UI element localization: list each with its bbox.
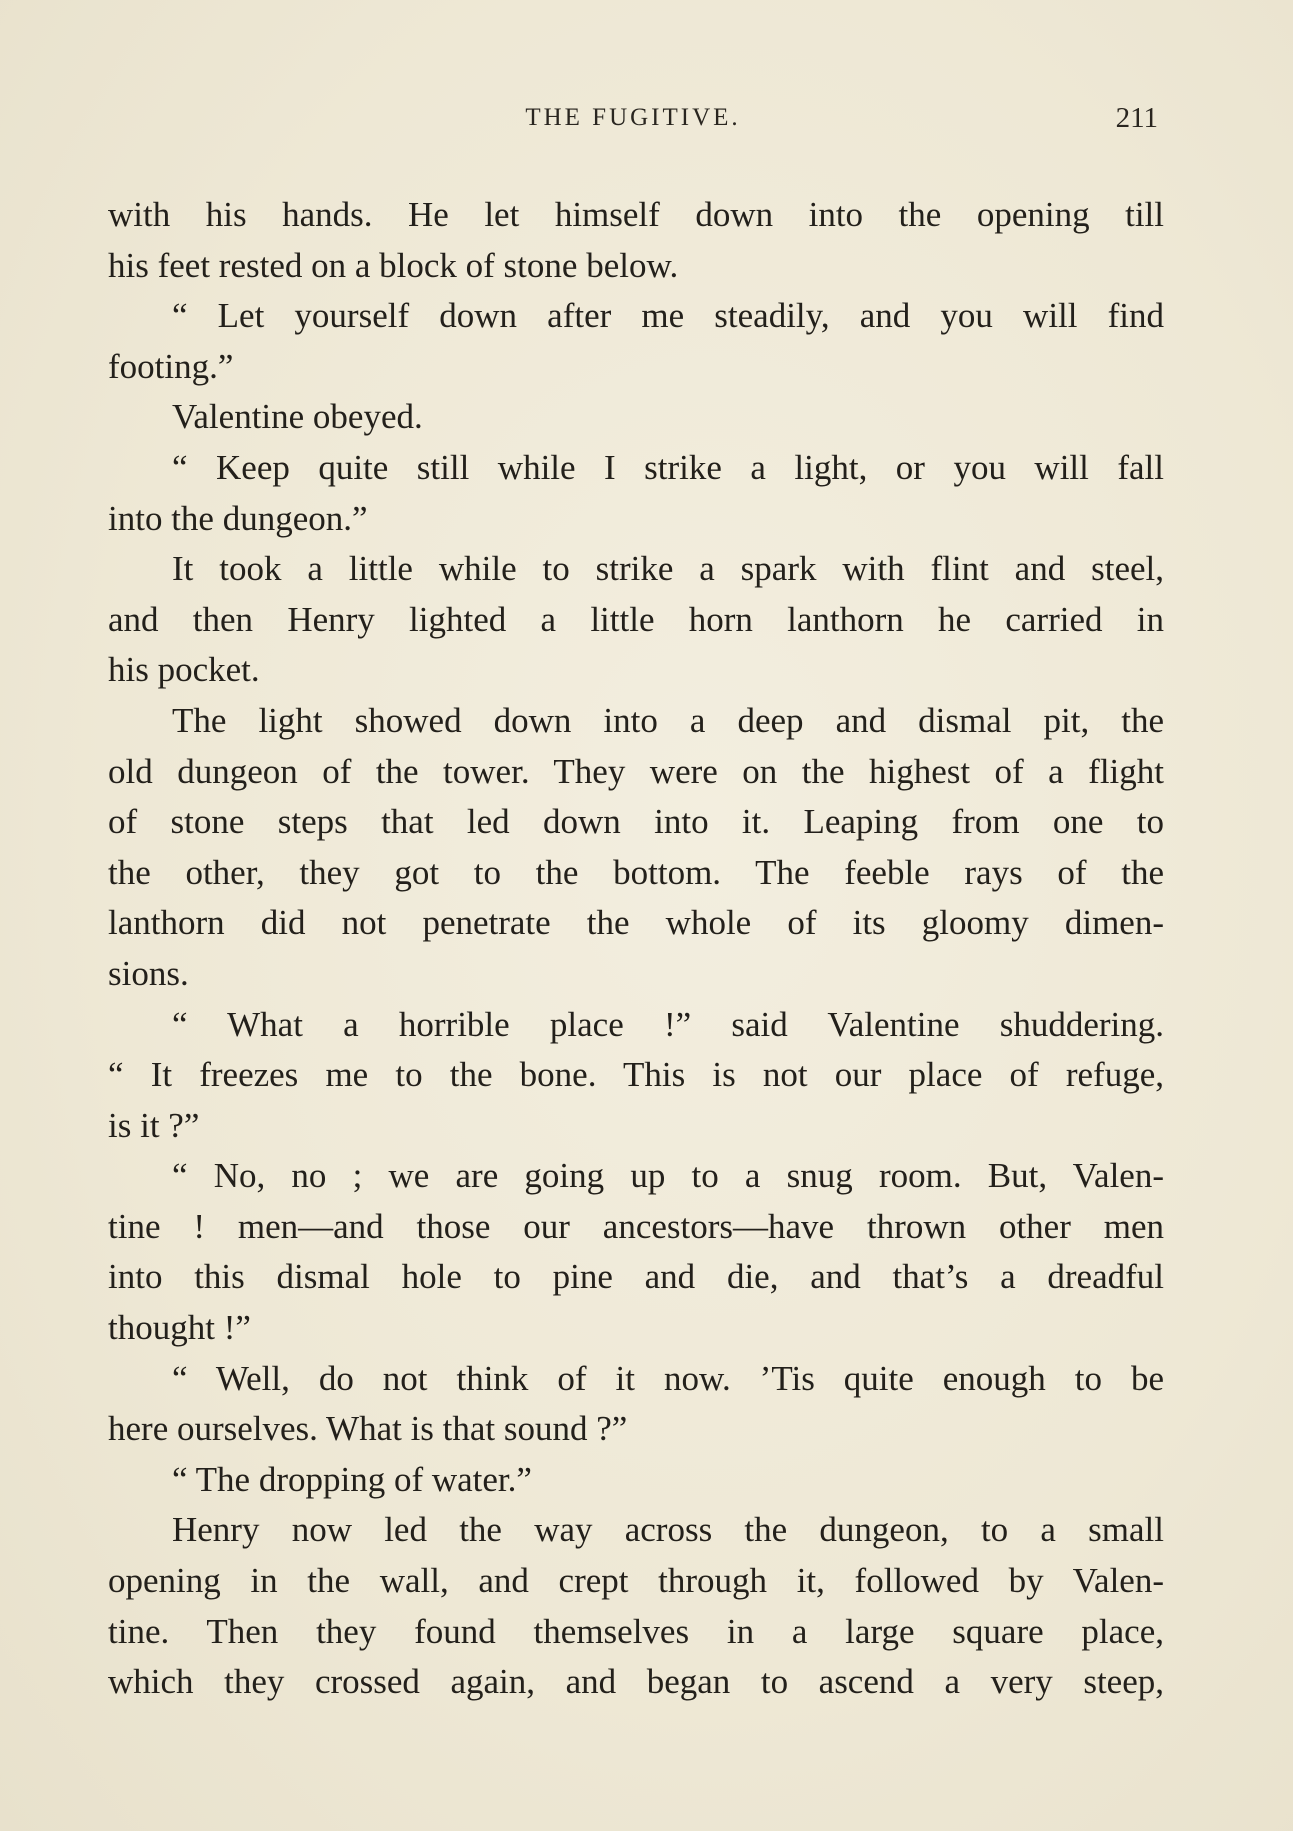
text-line: “ Keep quite still while I strike a light, or you will fall <box>172 447 1164 487</box>
text-line: the other, they got to the bottom. The feeble rays of the <box>108 852 1164 892</box>
text-line: of stone steps that led down into it. Leaping from one to <box>108 802 1164 842</box>
text-line: It took a little while to strike a spark with flint and steel, <box>172 549 1164 589</box>
text-line: his feet rested on a block of stone below. <box>108 245 679 285</box>
text-line: which they crossed again, and began to ascend a very steep, <box>108 1662 1164 1702</box>
text-line: “ It freezes me to the bone. This is not our place of refuge, <box>108 1055 1164 1095</box>
text-line: his pocket. <box>108 650 260 690</box>
text-line: with his hands. He let himself down into the opening till <box>108 195 1164 234</box>
text-line: is it ?” <box>108 1105 200 1145</box>
text-line: “ Well, do not think of it now. ’Tis quite enough to be <box>172 1358 1164 1398</box>
text-line: The light showed down into a deep and dismal pit, the <box>172 700 1164 740</box>
text-line: lanthorn did not penetrate the whole of its gloomy dimen- <box>108 903 1164 943</box>
text-line: “ What a horrible place !” said Valentine shuddering. <box>172 1004 1164 1044</box>
body-text <box>108 190 1164 1708</box>
running-title: THE FUGITIVE. <box>525 104 741 131</box>
text-line: “ Let yourself down after me steadily, and you will find <box>172 296 1164 336</box>
text-line: and then Henry lighted a little horn lanthorn he carried in <box>108 599 1164 639</box>
text-line: opening in the wall, and crept through it, followed by Valen- <box>108 1561 1164 1601</box>
text-line: old dungeon of the tower. They were on the highest of a flight <box>108 751 1164 791</box>
page-header <box>108 100 1158 140</box>
page-number: 211 <box>1115 102 1158 134</box>
text-line: sions. <box>108 953 189 993</box>
text-line: “ The dropping of water.” <box>172 1459 532 1499</box>
text-line: “ No, no ; we are going up to a snug room. But, Valen- <box>172 1156 1164 1196</box>
text-line: into the dungeon.” <box>108 498 368 538</box>
text-line: footing.” <box>108 346 234 386</box>
text-line: thought !” <box>108 1308 251 1348</box>
text-line: tine. Then they found themselves in a large square place, <box>108 1611 1164 1651</box>
text-line: Valentine obeyed. <box>172 397 423 437</box>
text-line: here ourselves. What is that sound ?” <box>108 1409 628 1449</box>
text-line: into this dismal hole to pine and die, and that’s a dreadful <box>108 1257 1164 1297</box>
text-line: Henry now led the way across the dungeon, to a small <box>172 1510 1164 1550</box>
text-line: tine ! men—and those our ancestors—have thrown other men <box>108 1206 1164 1246</box>
